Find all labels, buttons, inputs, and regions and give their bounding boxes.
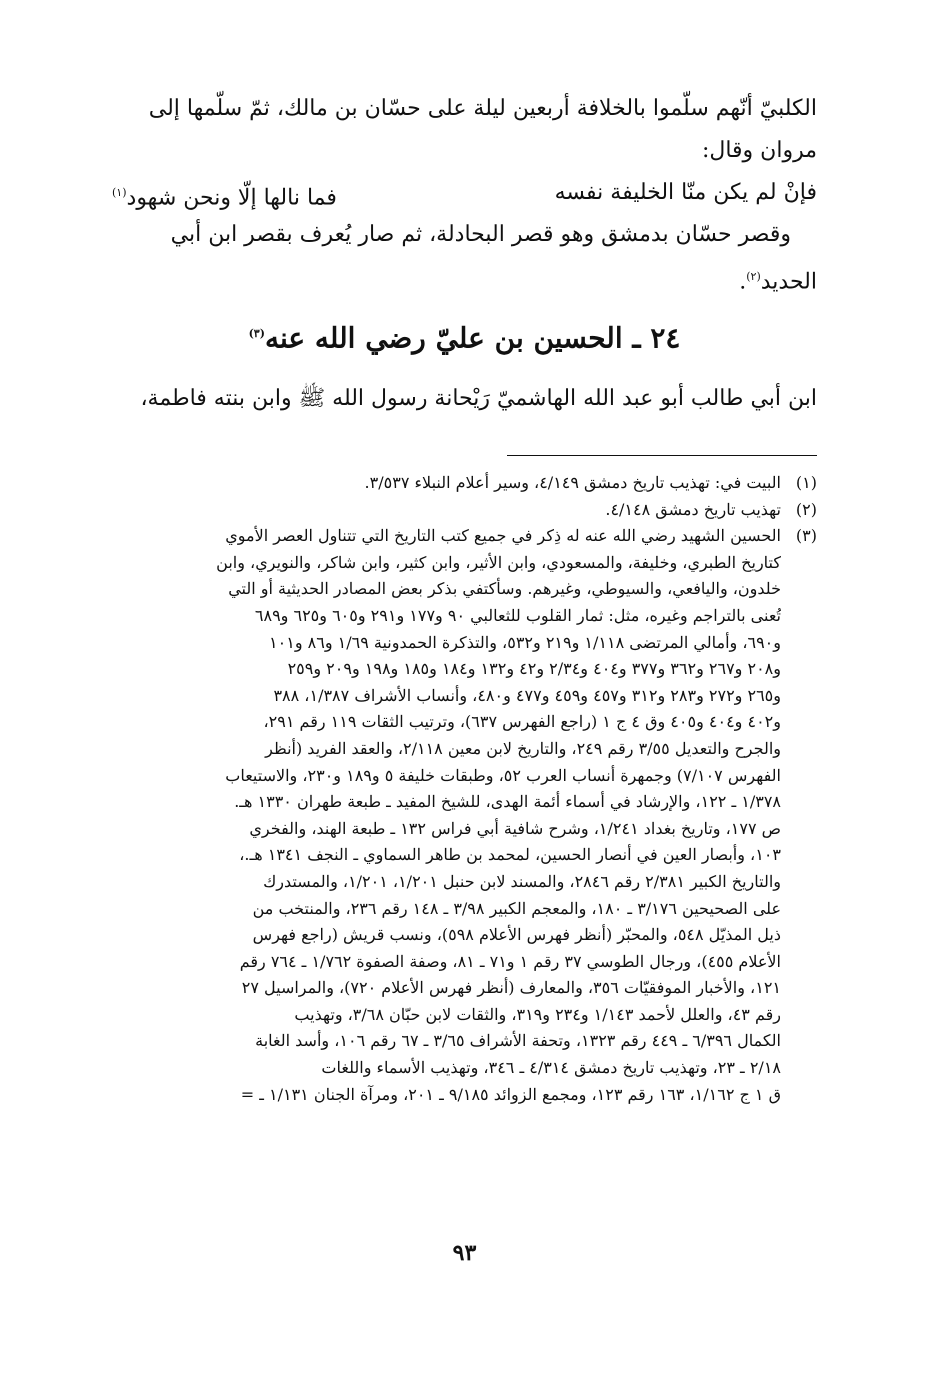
footnote-line: ذيل المذيّل ٥٤٨، والمحبّر (أنظر فهرس الأعلام ٥٩٨)، ونسب قريش (راجع فهرس	[252, 925, 781, 945]
section-heading	[112, 312, 817, 360]
footnote-line: رقم ٤٣، والعلل لأحمد ١/١٤٣ و٢٣٤ و٣١٩، والثقات لابن حبّان ٣/٦٨، وتهذيب	[294, 1004, 781, 1024]
verse-second-hemistich-wrap	[112, 172, 337, 214]
page-number: ٩٣	[452, 1240, 477, 1266]
footnote	[112, 523, 817, 1108]
footnote-line: الكمال ٦/٣٩٦ ـ ٤٤٩ رقم ١٣٢٣، وتحفة الأشراف ٣/٦٥ ـ ٦٧ رقم ١٠٦، وأسد الغابة	[255, 1031, 781, 1051]
footnote-line: ٢/١٨ ـ ٢٣، وتهذيب تاريخ دمشق ٤/٣١٤ ـ ٣٤٦، وتهذيب الأسماء واللغات	[321, 1058, 781, 1078]
footnote-line: الحسين الشهيد رضي الله عنه له ذِكر في جميع كتب التاريخ التي تتناول العصر الأموي	[225, 526, 781, 546]
footnote-line: و٦٩٠، وأمالي المرتضى ١/١١٨ و٢١٩ و٥٣٢، والتذكرة الحمدونية ١/٦٩ و٨٦ و١٠١	[269, 632, 781, 652]
text-line: مروان وقال:	[701, 138, 817, 163]
footnote-line: ١/٣٧٨ ـ ١٢٢، والإرشاد في أسماء أئمة الهدى، للشيخ المفيد ـ طبعة طهران ١٣٣٠ هـ.	[234, 792, 781, 812]
text-line: ابن أبي طالب أبو عبد الله الهاشميّ رَيْحانة رسول الله ﷺ وابن بنته فاطمة،	[140, 386, 817, 411]
footnote-text	[112, 470, 781, 497]
footnote-line: البيت في: تهذيب تاريخ دمشق ٤/١٤٩، وسير أعلام النبلاء ٣/٥٣٧.	[364, 473, 781, 492]
footnote-line: و٢٦٥ و٢٧٢ و٢٨٣ و٣١٢ و٤٥٧ و٤٥٩ و٤٧٧ و٤٨٠، وأنساب الأشراف ١/٣٨٧، ٣٨٨	[273, 685, 781, 705]
footnote-line: تهذيب تاريخ دمشق ٤/١٤٨.	[605, 499, 781, 519]
footnotes	[112, 470, 817, 1108]
footnote-line: الأعلام ٤٥٥)، ورجال الطوسي ٣٧ رقم ١ و٧١ ـ ٨١، وصفة الصفوة ١/٧٦٢ ـ ٧٦٤ رقم	[239, 951, 781, 971]
footnote-line: والتاريخ الكبير ٢/٣٨١ رقم ٢٨٤٦، والمسند لابن حنبل ١/٢٠١، ١/٢٠١، والمستدرك	[263, 871, 781, 891]
footnote	[112, 470, 817, 497]
footnote-line: كتاريخ الطبري، وخليفة، والمسعودي، وابن الأثير، وابن كثير، وابن شاكر، والنويري، وابن	[216, 552, 781, 572]
book-page	[112, 0, 817, 1379]
text-line-wrap: الحديد$^{(٢)}$.	[739, 269, 817, 295]
poetry-verse	[112, 172, 817, 214]
footnote-line: على الصحيحين ٣/١٧٦ ـ ١٨٠، والمعجم الكبير ٣/٩٨ ـ ١٤٨ رقم ٢٣٦، والمنتخب من	[252, 898, 781, 918]
main-text	[112, 88, 817, 298]
text-line: وقصر حسّان بدمشق وهو قصر البحادلة، ثم صار يُعرف بقصر ابن أبي	[170, 222, 791, 247]
footnote-ref: (٣)	[248, 327, 265, 340]
footnote-line: والجرح والتعديل ٣/٥٥ رقم ٢٤٩، والتاريخ لابن معين ٢/١١٨، والعقد الفريد (أنظر	[265, 738, 781, 758]
footnote-number: (١)	[795, 473, 817, 492]
heading-text: ٢٤ ـ الحسين بن عليّ رضي الله عنه	[264, 321, 681, 355]
verse-first-hemistich: فإنْ لم يكن منّا الخليفة نفسه	[554, 180, 817, 205]
footnote-line: ١٠٣، وأبصار العين في أنصار الحسين، لمحمد بن طاهر السماوي ـ النجف ١٣٤١ هـ.،	[239, 845, 781, 865]
footnote	[112, 497, 817, 524]
footnote-separator	[507, 455, 817, 456]
verse-second-hemistich: فما نالها إلّا ونحن شهود	[126, 185, 337, 211]
footnote-text	[112, 523, 781, 1108]
footnote-line: خلدون، واليافعي، والسيوطي، وغيرهم. وسأكتفي بذكر بعض المصادر الحديثية أو التي	[228, 579, 781, 599]
footnote-line: ق ١ ج ١/١٦٢، ١٦٣ رقم ١٢٣، ومجمع الزوائد ٩/١٨٥ ـ ٢٠١، ومرآة الجنان ١/١٣١ ـ =	[240, 1084, 781, 1104]
footnote-line: ص ١٧٧، وتاريخ بغداد ١/٢٤١، وشرح شافية أبي فراس ١٣٢ ـ طبعة الهند، والفخري	[249, 818, 781, 838]
footnote-number: (٢)	[795, 499, 817, 519]
footnote-line: ١٢١، والأخبار الموفقيّات ٣٥٦، والمعارف (أنظر فهرس الأعلام ٧٢٠)، والمراسيل ٢٧	[241, 978, 781, 998]
footnote-line: و٤٠٢ و٤٠٤ و٤٠٥ وق ٤ ج ١ (راجع الفهرس ٦٣٧)، وترتيب الثقات ١١٩ رقم ٢٩١،	[263, 712, 781, 732]
footnote-ref: (٢)	[746, 270, 761, 283]
footnote-line: الفهرس ٧/١٠٧) وجمهرة أنساب العرب ٥٢، وطبقات خليفة ٥ و١٨٩ و٢٣٠، والاستيعاب	[225, 765, 781, 785]
footnote-text	[112, 497, 781, 524]
footnote-number: (٣)	[795, 526, 817, 546]
footnote-ref: (١)	[112, 186, 127, 199]
footnote-line: تُعنى بالتراجم وغيره، مثل: ثمار القلوب للثعالبي ٩٠ و١٧٧ و٢٩١ و٦٠٥ و٦٢٥ و٦٨٩	[254, 605, 781, 625]
footnote-line: و٢٠٨ و٢٦٧ و٣٦٢ و٣٧٧ و٤٠٤ و٢/٣٤ و٤٢ و١٣٢ و١٨٤ و١٨٥ و١٩٨ و٢٠٩ و٢٥٩	[287, 659, 781, 679]
text-line: الكلبيّ أنّهم سلّموا بالخلافة أربعين ليلة على حسّان بن مالك، ثمّ سلّمها إلى	[148, 96, 817, 121]
text-line: الحديد	[760, 269, 817, 295]
